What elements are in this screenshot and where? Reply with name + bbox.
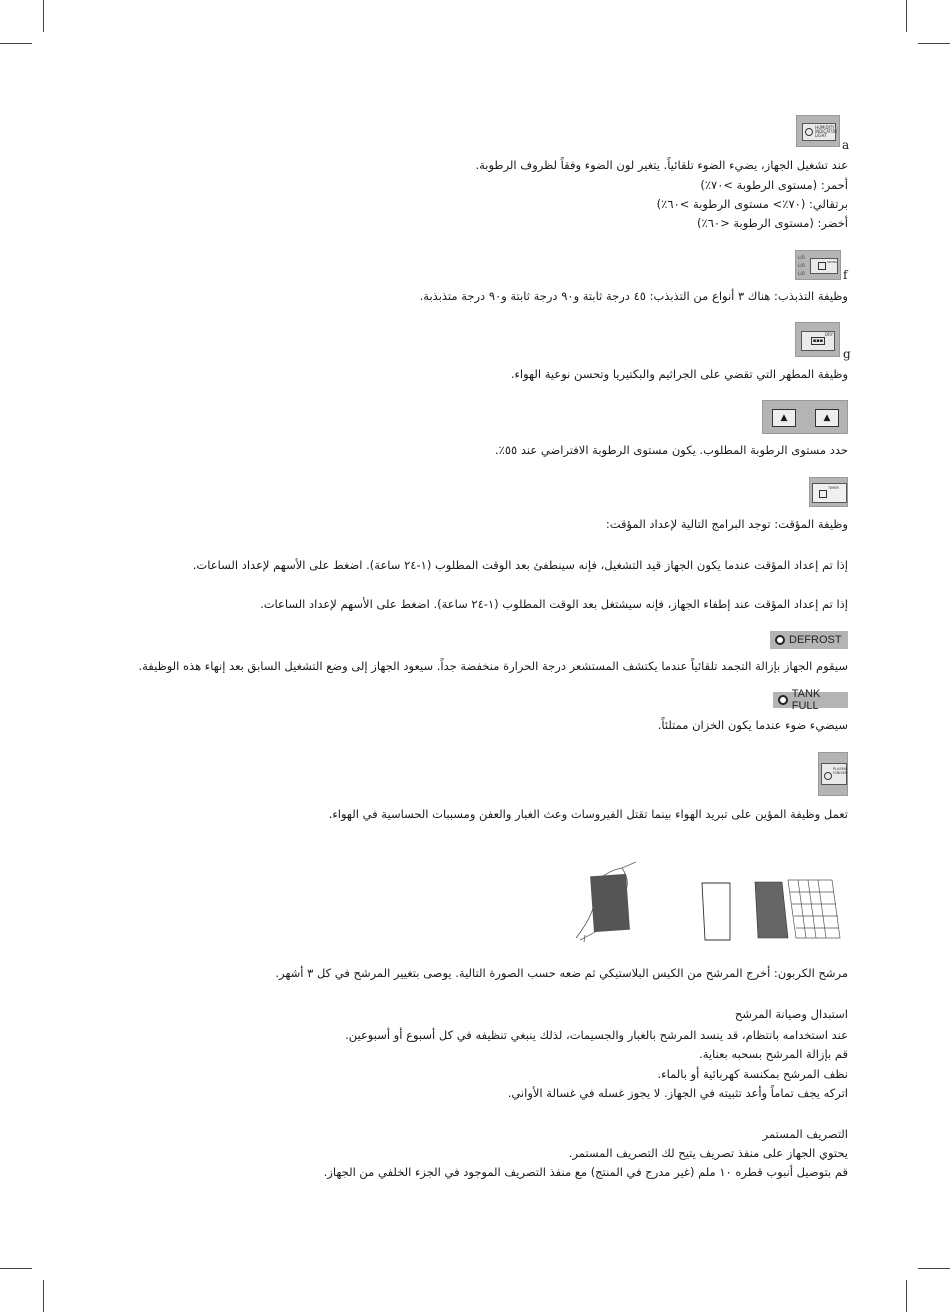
plasma-ioniser-button: PLASMA IONISER: [818, 752, 848, 796]
crop-mark: [906, 0, 907, 32]
crop-mark: [918, 43, 950, 44]
humidity-light-text: عند تشغيل الجهاز، يضيء الضوء تلقائياً. يتغير لون الضوء وفقاً لظروف الرطوبة.: [475, 158, 848, 172]
section-letter-a: a: [842, 138, 850, 152]
timer-off-text: إذا تم إعداد المؤقت عند إطفاء الجهاز، فإنه سيشتغل بعد الوقت المطلوب (١-٢٤ ساعة). اضغط على الأسهم لإعداد الساعات.: [260, 597, 848, 611]
defrost-indicator: DEFROST: [770, 631, 848, 649]
carbon-filter-text: مرشح الكربون: أخرج المرشح من الكيس البلاستيكي ثم ضعه حسب الصورة التالية. يوصى بتغيير المرشح في كل ٣ أشهر.: [275, 966, 848, 980]
maintenance-line: عند استخدامه بانتظام، قد ينسد المرشح بالغبار والجسيمات، لذلك ينبغي تنظيفه في كل أسبوع أو أسبوعين.: [345, 1028, 848, 1042]
indicator-light-icon: [775, 635, 785, 645]
maintenance-line: اتركه يجف تماماً وأعد تثبيته في الجهاز. لا يجوز غسله في غسالة الأواني.: [507, 1086, 848, 1100]
filter-illustration: [570, 850, 845, 945]
maintenance-line: قم بإزالة المرشح بسحبه بعناية.: [699, 1047, 848, 1061]
section-letter-f: f: [843, 268, 848, 282]
drainage-line: قم بتوصيل أنبوب قطره ١٠ ملم (غير مدرج في المنتج) مع منفذ التصريف الموجود في الجزء الخلفي من الجهاز.: [323, 1165, 848, 1179]
timer-on-text: إذا تم إعداد المؤقت عندما يكون الجهاز قيد التشغيل، فإنه سينطفئ بعد الوقت المطلوب (١-٢٤ ساعة). اضغط على الأسهم لإعداد الساعات.: [192, 558, 848, 572]
maintenance-title: استبدال وصيانة المرشح: [734, 1007, 848, 1021]
dry-icon: ▪▪▪ DRY: [795, 322, 840, 357]
crop-mark: [43, 1280, 44, 1312]
humidity-set-text: حدد مستوى الرطوبة المطلوب. يكون مستوى الرطوبة الافتراضي عند ٥٥٪.: [495, 443, 848, 457]
humidity-orange-text: برتقالي: (٧٠٪> مستوى الرطوبة >٦٠٪): [656, 197, 848, 211]
humidity-red-text: أحمر: (مستوى الرطوبة >٧٠٪): [700, 178, 848, 192]
crop-mark: [43, 0, 44, 32]
filter-grid-frame: [788, 880, 840, 938]
drainage-line: يحتوي الجهاز على منفذ تصريف يتيح لك التصريف المستمر.: [568, 1146, 848, 1160]
timer-icon: TIMER: [809, 477, 848, 507]
up-arrow-icon: ▲: [772, 409, 796, 427]
maintenance-line: نظف المرشح بمكنسة كهربائية أو بالماء.: [657, 1067, 848, 1081]
crop-mark: [0, 1268, 32, 1269]
carbon-filter-sheet: [590, 874, 630, 932]
humidity-green-text: أخضر: (مستوى الرطوبة <٦٠٪): [697, 216, 848, 230]
timer-intro-text: وظيفة المؤقت: توجد البرامج التالية لإعداد المؤقت:: [605, 517, 848, 531]
crop-mark: [918, 1268, 950, 1269]
crop-mark: [0, 43, 32, 44]
swing-icon: L/O L/O L/O SWING: [795, 250, 841, 280]
dry-text: وظيفة المطهر التي تقضي على الجراثيم والبكتيريا وتحسن نوعية الهواء.: [510, 367, 848, 381]
section-letter-g: g: [843, 347, 851, 361]
defrost-text: سيقوم الجهاز بإزالة التجمد تلقائياً عندما يكتشف المستشعر درجة الحرارة منخفضة جداً. سيعود الجهاز إلى وضع التشغيل السابق بعد إنهاء هذه الوظيفة.: [138, 659, 848, 673]
swing-text: وظيفة التذبذب: هناك ٣ أنواع من التذبذب: ٤٥ درجة ثابتة و٩٠ درجة ثابتة و٩٠ درجة متذبذبة.: [419, 289, 848, 303]
carbon-filter-panel: [755, 882, 788, 938]
outer-frame: [702, 883, 730, 940]
drainage-title: التصريف المستمر: [762, 1127, 848, 1141]
ioniser-text: تعمل وظيفة المؤين على تبريد الهواء بينما تقتل الفيروسات وعث الغبار والعفن ومسببات الحساسية في الهواء.: [328, 807, 848, 821]
up-arrow-icon: ▲: [815, 409, 839, 427]
tank-full-text: سيضيء ضوء عندما يكون الخزان ممتلئاً.: [657, 718, 848, 732]
crop-mark: [906, 1280, 907, 1312]
humidity-indicator-icon: HUMIDITY INDICATOR LIGHT: [796, 115, 840, 147]
humidity-arrows-panel: [762, 400, 848, 434]
tank-full-indicator: TANK FULL: [773, 692, 848, 708]
indicator-light-icon: [778, 695, 788, 705]
